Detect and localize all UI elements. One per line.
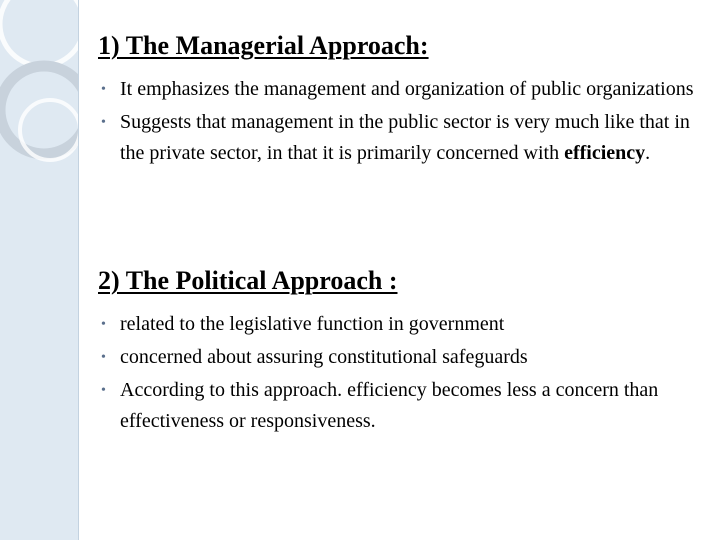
bullet-text-wrapper <box>120 107 698 169</box>
list-item <box>98 342 698 373</box>
section-1-list <box>98 74 698 171</box>
bullet-dot-icon: • <box>101 317 106 332</box>
bullet-dot-icon: • <box>101 350 106 365</box>
bullet-dot-icon: • <box>101 82 106 97</box>
bullet-dot-icon: • <box>101 115 106 130</box>
section-2-heading: 2) The Political Approach : <box>98 266 398 295</box>
bullet-text: related to the legislative function in government <box>120 313 505 335</box>
bullet-text: According to this approach. efficiency becomes less a concern than effectiveness or responsiveness. <box>120 379 659 432</box>
bullet-text: It emphasizes the management and organization of public organizations <box>120 78 694 100</box>
list-item <box>98 107 698 169</box>
decorative-rings <box>0 0 78 540</box>
bullet-text-end: . <box>645 142 651 164</box>
emphasis-text: efficiency <box>564 142 646 164</box>
section-2-list <box>98 309 698 439</box>
list-item <box>98 375 698 437</box>
slide-content <box>98 0 708 540</box>
list-item <box>98 74 698 105</box>
ring-grey <box>0 66 78 154</box>
bullet-text: concerned about assuring constitutional safeguards <box>120 346 528 368</box>
section-1-heading: 1) The Managerial Approach: <box>98 31 429 60</box>
bullet-text: Suggests that management in the public sector is very much like that in the private sector, in that it is primarily concerned with <box>120 111 690 164</box>
ring-large <box>0 0 78 66</box>
bullet-dot-icon: • <box>101 383 106 398</box>
decorative-side-panel <box>0 0 79 540</box>
list-item <box>98 309 698 340</box>
